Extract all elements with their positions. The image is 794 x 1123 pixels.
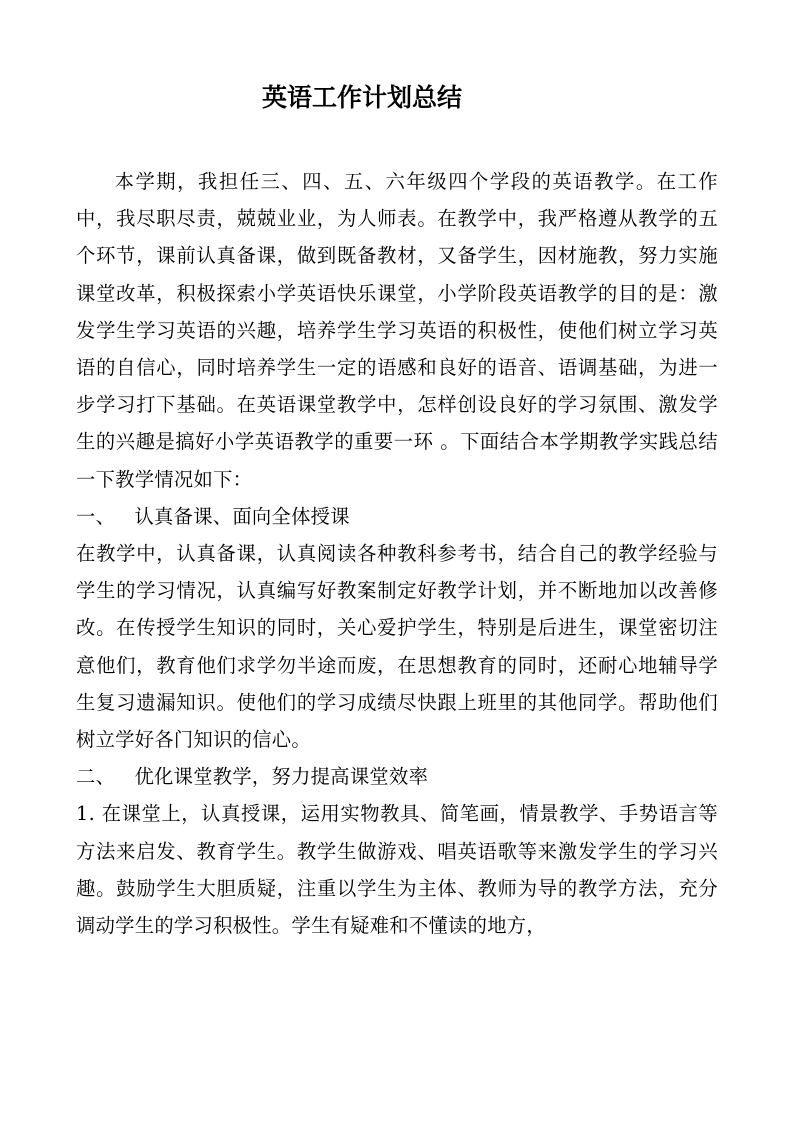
section-2-heading: 二、 优化课堂教学，努力提高课堂效率 bbox=[76, 765, 429, 789]
document-title: 英语工作计划总结 bbox=[261, 83, 462, 112]
document-body bbox=[76, 163, 718, 944]
section-2-item-1: 1. 在课堂上，认真授课，运用实物教具、简笔画，情景教学、手势语言等方法来启发、教育学生。教学生做游戏、唱英语歌等来激发学生的学习兴趣。鼓励学生大胆质疑，注重以学生为主体、教师为导的教学方法，充分调动学生的学习积极性。学生有疑难和不懂读的地方， bbox=[76, 802, 718, 938]
section-1-paragraph: 在教学中，认真备课，认真阅读各种教科参考书，结合自己的教学经验与学生的学习情况，认真编写好教案制定好教学计划，并不断地加以改善修改。在传授学生知识的同时，关心爱护学生，特别是后进生，课堂密切注意他们，教育他们求学勿半途而废，在思想教育的同时，还耐心地辅导学生复习遗漏知识。使他们的学习成绩尽快跟上班里的其他同学。帮助他们树立学好各门知识的信心。 bbox=[76, 542, 718, 752]
section-1-heading: 一、 认真备课、面向全体授课 bbox=[76, 504, 350, 528]
intro-paragraph: 本学期，我担任三、四、五、六年级四个学段的英语教学。在工作中，我尽职尽责，兢兢业业，为人师表。在教学中，我严格遵从教学的五个环节，课前认真备课，做到既备教材，又备学生，因材施教，努力实施课堂改革，积极探索小学英语快乐课堂，小学阶段英语教学的目的是：激发学生学习英语的兴趣，培养学生学习英语的积极性，使他们树立学习英语的自信心，同时培养学生一定的语感和良好的语音、语调基础，为进一步学习打下基础。在英语课堂教学中，怎样创设良好的学习氛围、激发学生的兴趣是搞好小学英语教学的重要一环 。下面结合本学期教学实践总结一下教学情况如下： bbox=[76, 170, 718, 491]
